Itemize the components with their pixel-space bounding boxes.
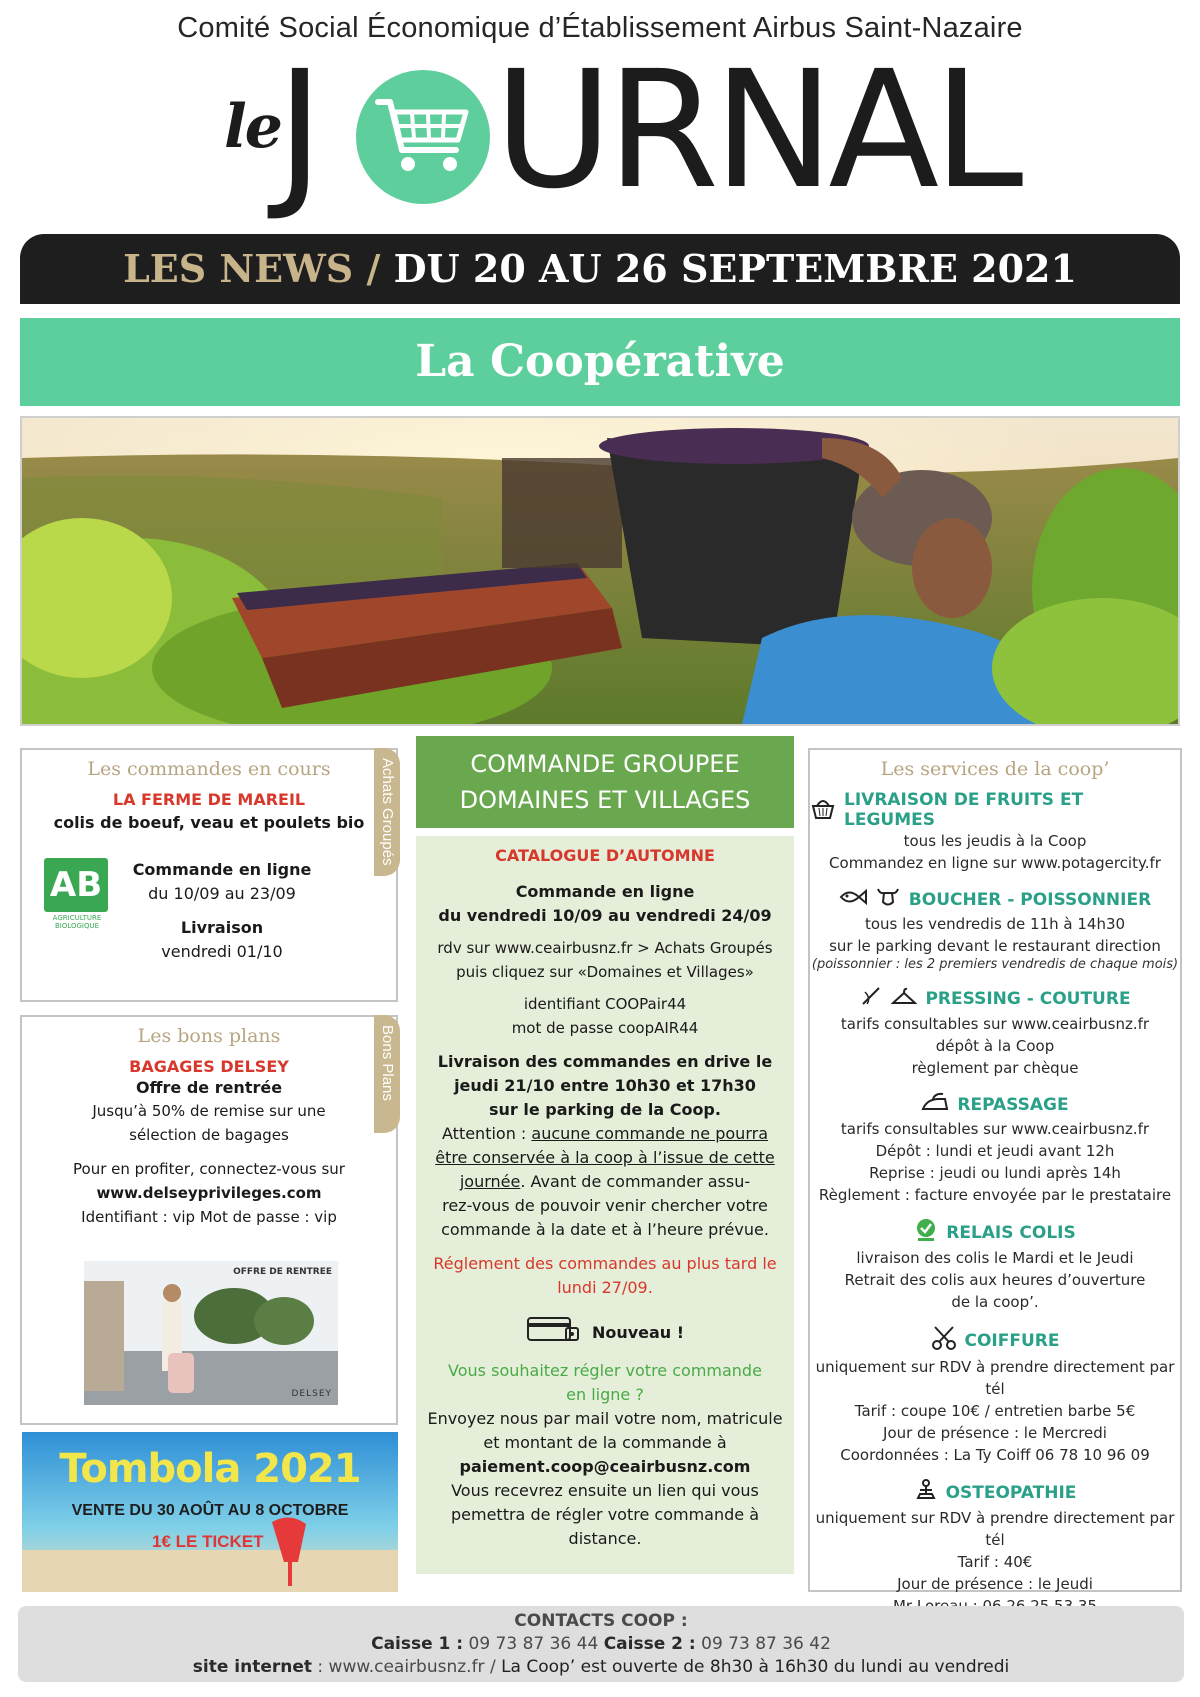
deal-desc-1: Jusqu’à 50% de remise sur une bbox=[92, 1102, 326, 1120]
news-label: LES NEWS / bbox=[123, 246, 381, 291]
payment-info-1: Envoyez nous par mail votre nom, matricule bbox=[427, 1409, 783, 1428]
tombola-dates: VENTE DU 30 AOÛT AU 8 OCTOBRE bbox=[71, 1502, 349, 1519]
delivery-line-3: sur le parking de la Coop. bbox=[489, 1100, 721, 1119]
tombola-title: Tombola 2021 bbox=[59, 1446, 361, 1492]
service-ironing: REPASSAGE tarifs consultables sur www.ceairbusnz.fr Dépôt : lundi et jeudi avant 12h Reprise : jeudi ou lundi après 14h Règlement : facture envoyée par le prestataire bbox=[810, 1091, 1180, 1206]
rdv-line-2: puis cliquez sur «Domaines et Villages» bbox=[456, 963, 754, 981]
deals-heading: Les bons plans bbox=[137, 1025, 281, 1047]
tombola-price: 1€ LE TICKET bbox=[152, 1532, 264, 1551]
services-heading: Les services de la coop’ bbox=[880, 758, 1110, 780]
warning-line-3: journée. Avant de commander assu- bbox=[459, 1172, 751, 1191]
website-link[interactable]: : www.ceairbusnz.fr / bbox=[312, 1657, 502, 1677]
farm-products: colis de boeuf, veau et poulets bio bbox=[53, 813, 365, 832]
payment-info-4: pemettra de régler votre commande à bbox=[451, 1505, 759, 1524]
service-fruits: LIVRAISON DE FRUITS ET LEGUMES tous les jeudis à la Coop Commandez en ligne sur www.potagercity.fr bbox=[810, 790, 1180, 874]
scissors-comb-icon bbox=[931, 1325, 957, 1356]
contacts-phones: Caisse 1 : 09 73 87 36 44 Caisse 2 : 09 73 87 36 42 bbox=[371, 1634, 831, 1654]
group-order-title-2: DOMAINES ET VILLAGES bbox=[459, 786, 751, 814]
cow-icon bbox=[875, 886, 901, 913]
osteopathy-icon bbox=[914, 1478, 938, 1507]
online-payment-question-2: en ligne ? bbox=[566, 1385, 644, 1404]
shopping-cart-icon bbox=[356, 70, 490, 204]
group-order-header bbox=[416, 736, 794, 828]
deal-site-link[interactable]: www.delseyprivileges.com bbox=[96, 1184, 322, 1202]
ab-logo-caption-2: BIOLOGIQUE bbox=[54, 922, 100, 930]
service-parcel: RELAIS COLIS livraison des colis le Mardi et le Jeudi Retrait des colis aux heures d’ouverture de la coop’. bbox=[810, 1218, 1180, 1313]
deal-offer: Offre de rentrée bbox=[135, 1078, 283, 1097]
payment-info-2: et montant de la commande à bbox=[483, 1433, 727, 1452]
orders-heading: Les commandes en cours bbox=[87, 758, 331, 780]
online-order-dates: du vendredi 10/09 au vendredi 24/09 bbox=[438, 906, 772, 925]
contacts-title: CONTACTS COOP : bbox=[514, 1611, 688, 1631]
contacts-footer bbox=[18, 1606, 1184, 1682]
organic-logo bbox=[44, 858, 110, 932]
delsey-ad-brand: DELSEY bbox=[291, 1389, 332, 1399]
delsey-ad-image bbox=[84, 1261, 338, 1405]
credit-card-icon bbox=[526, 1314, 582, 1351]
deal-desc-2: sélection de bagages bbox=[129, 1126, 289, 1144]
deal-brand: BAGAGES DELSEY bbox=[129, 1057, 289, 1076]
ab-logo-mark: AB bbox=[44, 858, 108, 912]
logo-j: J bbox=[276, 37, 324, 225]
iron-icon bbox=[921, 1091, 949, 1118]
section-title: La Coopérative bbox=[20, 318, 1180, 406]
news-dates: DU 20 AU 26 SEPTEMBRE 2021 bbox=[393, 246, 1077, 291]
payment-info-5: distance. bbox=[568, 1529, 642, 1548]
login-password: mot de passe coopAIR44 bbox=[511, 1019, 699, 1037]
payment-deadline-2: lundi 27/09. bbox=[557, 1278, 653, 1297]
warning-line-1: Attention : aucune commande ne pourra bbox=[442, 1124, 768, 1143]
achats-groupes-tab: Achats Groupés bbox=[374, 748, 400, 876]
warning-line-4: rez-vous de pouvoir venir chercher votre bbox=[442, 1196, 768, 1215]
parcel-relay-icon bbox=[914, 1218, 938, 1247]
new-feature-row bbox=[426, 1314, 784, 1351]
payment-info-3: Vous recevrez ensuite un lien qui vous bbox=[451, 1481, 759, 1500]
warning-line-5: commande à la date et à l’heure prévue. bbox=[441, 1220, 769, 1239]
service-butcher: BOUCHER - POISSONNIER tous les vendredis de 11h à 14h30 sur le parking devant le restaurant direction (poissonnier : les 2 premiers vendredis de chaque mois) bbox=[810, 886, 1180, 972]
logo-le: le bbox=[224, 92, 281, 162]
new-label: Nouveau ! bbox=[591, 1322, 685, 1342]
basket-icon bbox=[810, 796, 836, 825]
orders-panel bbox=[20, 748, 398, 1002]
service-hairdresser: COIFFURE uniquement sur RDV à prendre directement par tél Tarif : coupe 10€ / entretien barbe 5€ Jour de présence : le Mercredi Coordonnées : La Ty Coiff 06 78 10 96 09 bbox=[810, 1325, 1180, 1466]
delivery-label: Livraison bbox=[180, 918, 264, 937]
hanger-icon bbox=[891, 986, 917, 1011]
delsey-ad-label: OFFRE DE RENTREE bbox=[233, 1267, 332, 1277]
order-dates: du 10/09 au 23/09 bbox=[148, 884, 296, 903]
bons-plans-tab: Bons Plans bbox=[374, 1015, 400, 1133]
payment-deadline-1: Réglement des commandes au plus tard le bbox=[433, 1254, 777, 1273]
tombola-banner bbox=[22, 1432, 398, 1592]
order-label: Commande en ligne bbox=[132, 860, 312, 879]
deal-credentials: Identifiant : vip Mot de passe : vip bbox=[81, 1208, 337, 1226]
group-order-title-1: COMMANDE GROUPEE bbox=[470, 750, 740, 778]
online-order-label: Commande en ligne bbox=[515, 882, 695, 901]
payment-email[interactable]: paiement.coop@ceairbusnz.com bbox=[459, 1457, 751, 1476]
warning-line-2: être conservée à la coop à l’issue de cette bbox=[435, 1148, 775, 1167]
delivery-line-1: Livraison des commandes en drive le bbox=[437, 1052, 773, 1071]
catalogue-label: CATALOGUE D’AUTOMNE bbox=[495, 846, 715, 865]
services-panel bbox=[808, 748, 1182, 1592]
farm-name: LA FERME DE MAREIL bbox=[112, 790, 306, 809]
group-order-body bbox=[416, 836, 794, 1574]
deals-panel bbox=[20, 1015, 398, 1425]
organisation-name: Comité Social Économique d’Établissement Airbus Saint-Nazaire bbox=[177, 12, 1023, 44]
service-pressing: PRESSING - COUTURE tarifs consultables sur www.ceairbusnz.fr dépôt à la Coop règlement par chèque bbox=[810, 984, 1180, 1079]
news-date-banner bbox=[20, 234, 1180, 304]
delivery-line-2: jeudi 21/10 entre 10h30 et 17h30 bbox=[454, 1076, 756, 1095]
contacts-site-hours: site internet : www.ceairbusnz.fr / La Coop’ est ouverte de 8h30 à 16h30 du lundi au vendredi bbox=[192, 1657, 1010, 1677]
hero-vineyard-image bbox=[20, 416, 1180, 726]
service-osteopathy: OSTEOPATHIE uniquement sur RDV à prendre directement par tél Tarif : 40€ Jour de présence : le Jeudi bbox=[810, 1478, 1180, 1617]
fish-icon bbox=[839, 888, 867, 911]
deal-cta: Pour en profiter, connectez-vous sur bbox=[73, 1160, 345, 1178]
ab-logo-caption-1: AGRICULTURE bbox=[52, 914, 102, 922]
delivery-date: vendredi 01/10 bbox=[161, 942, 283, 961]
journal-logo bbox=[222, 37, 1018, 225]
online-payment-question-1: Vous souhaitez régler votre commande bbox=[448, 1361, 762, 1380]
logo-urnal: URNAL bbox=[494, 37, 1018, 225]
needle-icon bbox=[859, 984, 883, 1013]
login-id: identifiant COOPair44 bbox=[523, 995, 687, 1013]
rdv-line-1: rdv sur www.ceairbusnz.fr > Achats Groupés bbox=[437, 939, 773, 957]
